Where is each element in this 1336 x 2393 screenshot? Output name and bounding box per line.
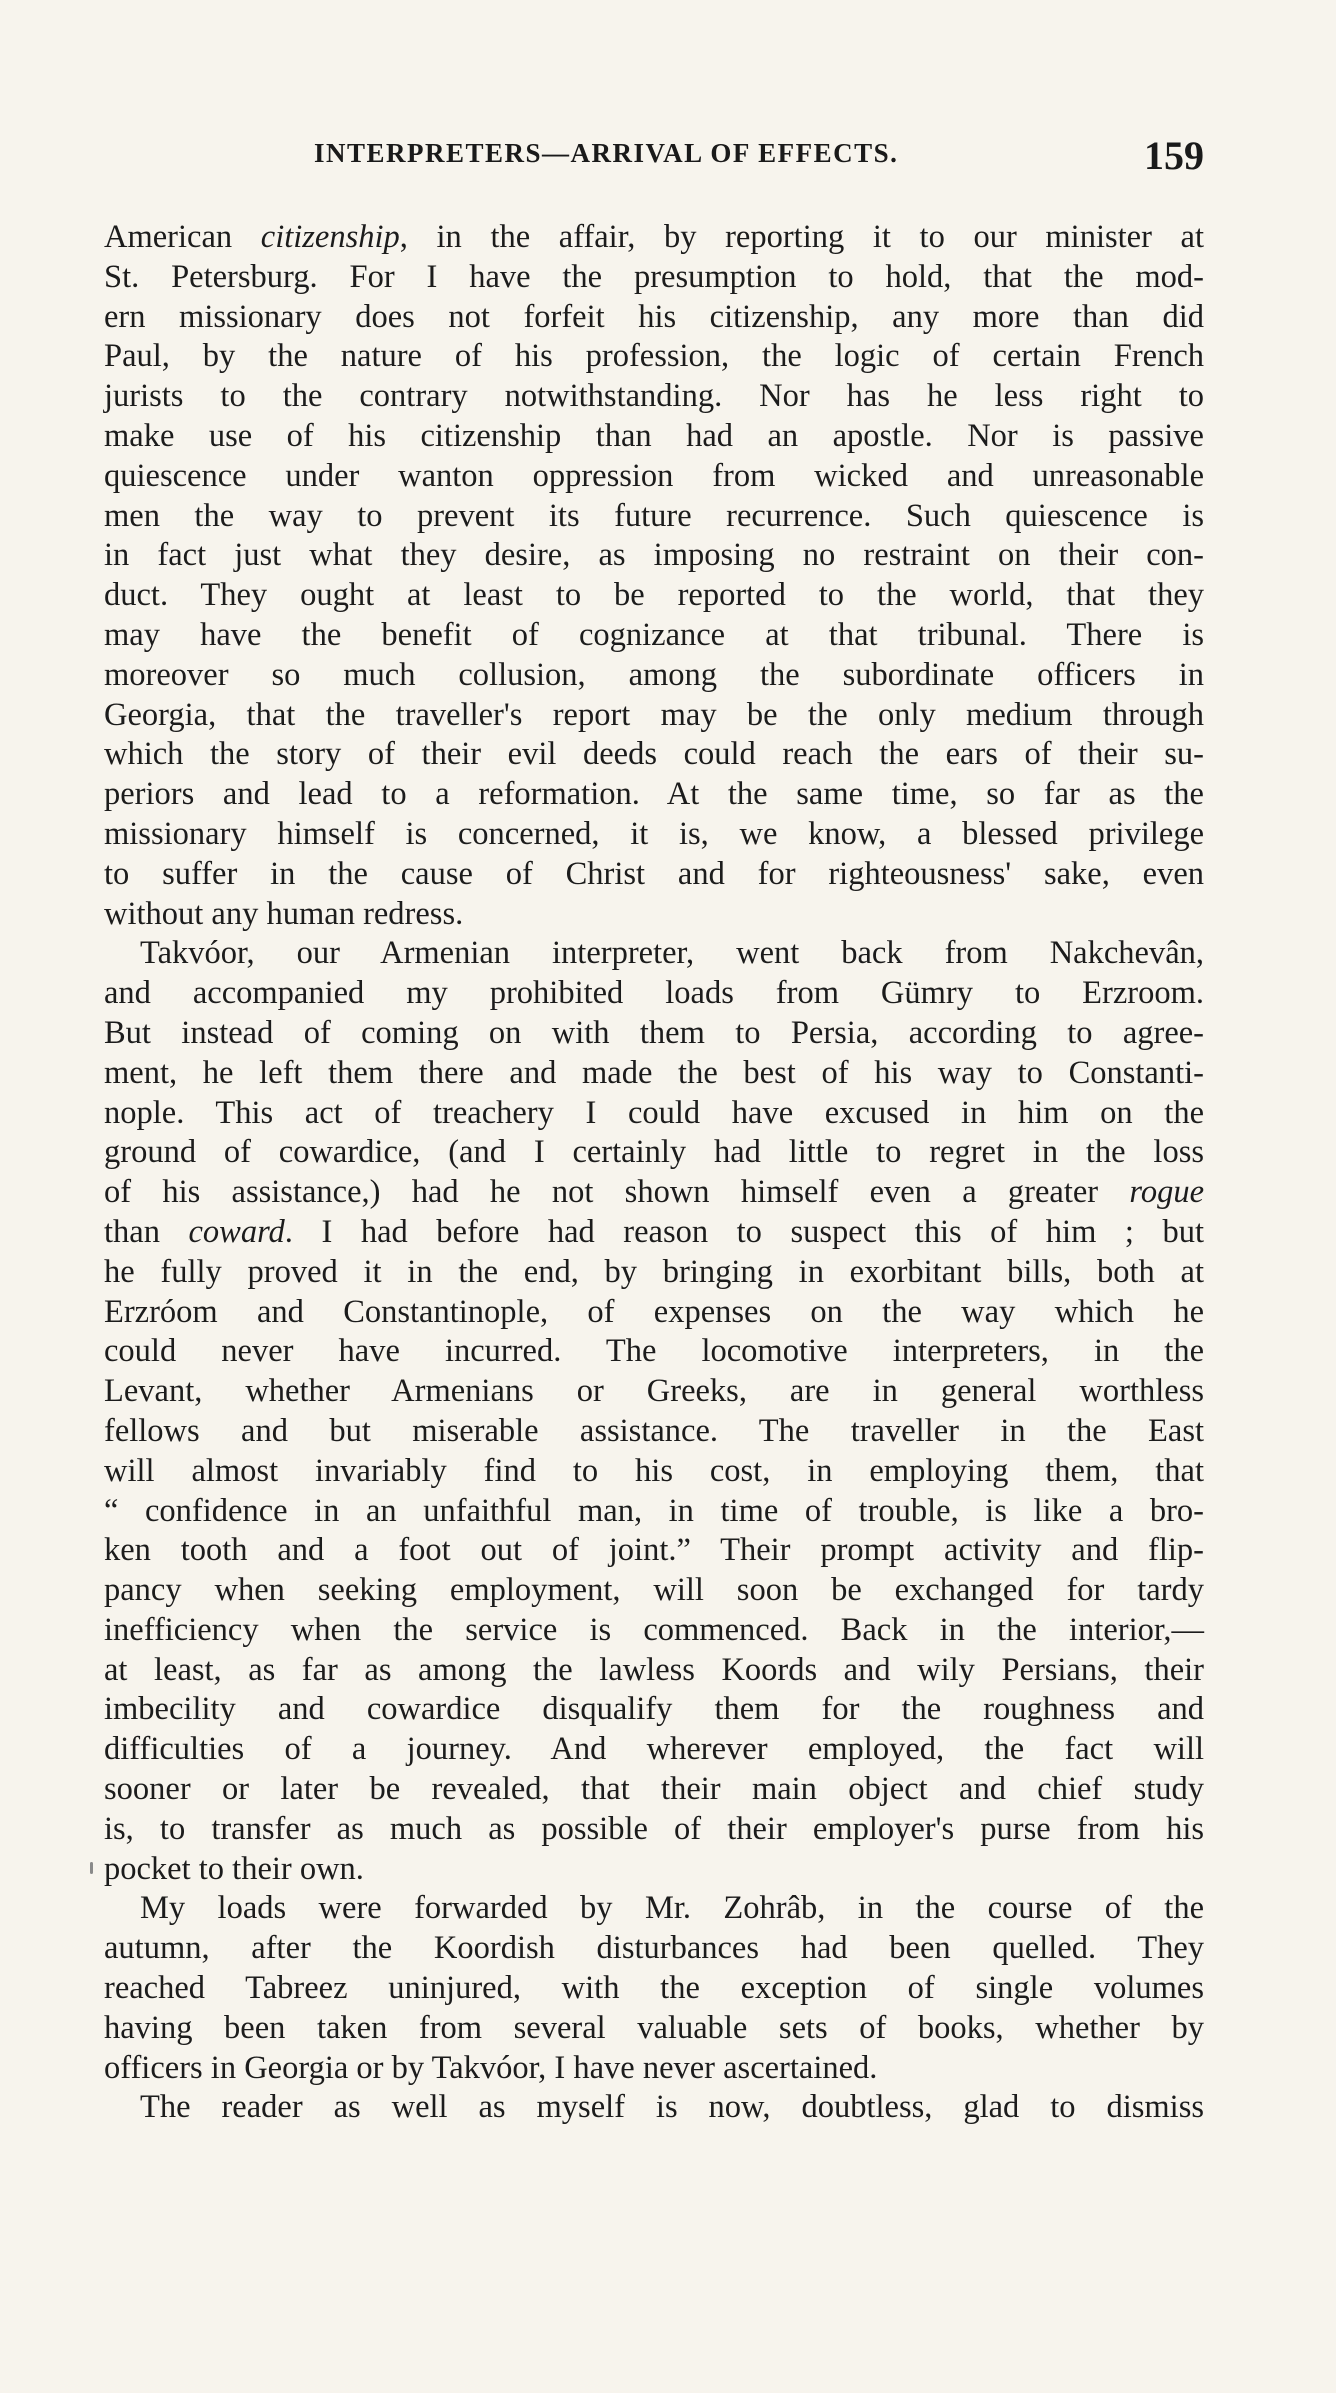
text-line: ground of cowardice, (and I certainly had little to regret in the loss [104, 1134, 1204, 1171]
text-line: periors and lead to a reformation. At the same time, so far as the [104, 776, 1204, 813]
text-line: which the story of their evil deeds could reach the ears of their su- [104, 736, 1204, 773]
text-line: fellows and but miserable assistance. The traveller in the East [104, 1412, 1204, 1449]
text-line: ment, he left them there and made the best of his way to Constanti- [104, 1054, 1204, 1091]
text-line: make use of his citizenship than had an apostle. Nor is passive [104, 417, 1204, 454]
text-line: having been taken from several valuable sets of books, whether by [104, 2009, 1204, 2046]
text-line: American citizenship, in the affair, by reporting it to our minister at [104, 219, 1204, 255]
text-line: without any human redress. [104, 895, 464, 932]
text-line: nople. This act of treachery I could have excused in him on the [104, 1094, 1204, 1131]
text-line: Erzróom and Constantinople, of expenses on the way which he [104, 1293, 1204, 1330]
text-line: and accompanied my prohibited loads from Gümry to Erzroom. [104, 975, 1204, 1012]
text-line: sooner or later be revealed, that their main object and chief study [104, 1771, 1204, 1808]
text-line: ern missionary does not forfeit his citizenship, any more than did [104, 298, 1204, 335]
body-text [104, 218, 1204, 2128]
text-line: pancy when seeking employment, will soon be exchanged for tardy [104, 1572, 1204, 1609]
ink-speck [90, 1862, 93, 1874]
running-head [104, 133, 1204, 182]
text-line: he fully proved it in the end, by bringing in exorbitant bills, both at [104, 1253, 1204, 1290]
text-line: than coward. I had before had reason to suspect this of him ; but [104, 1213, 1204, 1250]
text-line: “ confidence in an unfaithful man, in time of trouble, is like a bro- [104, 1492, 1204, 1529]
text-line: men the way to prevent its future recurrence. Such quiescence is [104, 497, 1204, 534]
text-line: to suffer in the cause of Christ and for righteousness' sake, even [104, 855, 1204, 892]
text-line: at least, as far as among the lawless Koords and wily Persians, their [104, 1651, 1204, 1688]
text-line: of his assistance,) had he not shown himself even a greater rogue [104, 1174, 1204, 1211]
text-line: autumn, after the Koordish disturbances had been quelled. They [104, 1930, 1204, 1967]
text-line: St. Petersburg. For I have the presumption to hold, that the mod- [104, 258, 1204, 295]
text-line: pocket to their own. [104, 1850, 364, 1887]
text-line: reached Tabreez uninjured, with the exception of single volumes [104, 1970, 1204, 2007]
text-line: difficulties of a journey. And wherever employed, the fact will [104, 1731, 1204, 1768]
text-line: in fact just what they desire, as imposing no restraint on their con- [104, 537, 1204, 574]
text-line: is, to transfer as much as possible of their employer's purse from his [104, 1810, 1204, 1847]
text-line: missionary himself is concerned, it is, we know, a blessed privilege [104, 815, 1204, 852]
text-line: quiescence under wanton oppression from wicked and unreasonable [104, 457, 1204, 494]
text-line: will almost invariably find to his cost, in employing them, that [104, 1452, 1204, 1489]
text-line: Paul, by the nature of his profession, the logic of certain French [104, 338, 1204, 375]
text-line: imbecility and cowardice disqualify them for the roughness and [104, 1691, 1204, 1728]
running-title: INTERPRETERS—ARRIVAL OF EFFECTS. [314, 138, 899, 168]
text-line: could never have incurred. The locomotive interpreters, in the [104, 1333, 1204, 1370]
text-line: duct. They ought at least to be reported to the world, that they [104, 577, 1204, 614]
text-line: may have the benefit of cognizance at that tribunal. There is [104, 616, 1204, 653]
text-line: But instead of coming on with them to Persia, according to agree- [104, 1014, 1204, 1051]
text-line: jurists to the contrary notwithstanding. Nor has he less right to [104, 378, 1204, 415]
text-line: My loads were forwarded by Mr. Zohrâb, in the course of the [140, 1890, 1204, 1927]
text-line: ken tooth and a foot out of joint.” Their prompt activity and flip- [104, 1532, 1204, 1569]
text-line: Takvóor, our Armenian interpreter, went back from Nakchevân, [140, 935, 1204, 972]
page-number: 159 [1144, 133, 1204, 178]
text-line: Levant, whether Armenians or Greeks, are in general worthless [104, 1373, 1204, 1410]
text-line: The reader as well as myself is now, doubtless, glad to dismiss [140, 2089, 1204, 2126]
text-line: inefficiency when the service is commenced. Back in the interior,— [104, 1611, 1204, 1648]
text-line: officers in Georgia or by Takvóor, I have never ascertained. [104, 2049, 878, 2086]
text-line: Georgia, that the traveller's report may be the only medium through [104, 696, 1204, 733]
text-line: moreover so much collusion, among the subordinate officers in [104, 656, 1204, 693]
